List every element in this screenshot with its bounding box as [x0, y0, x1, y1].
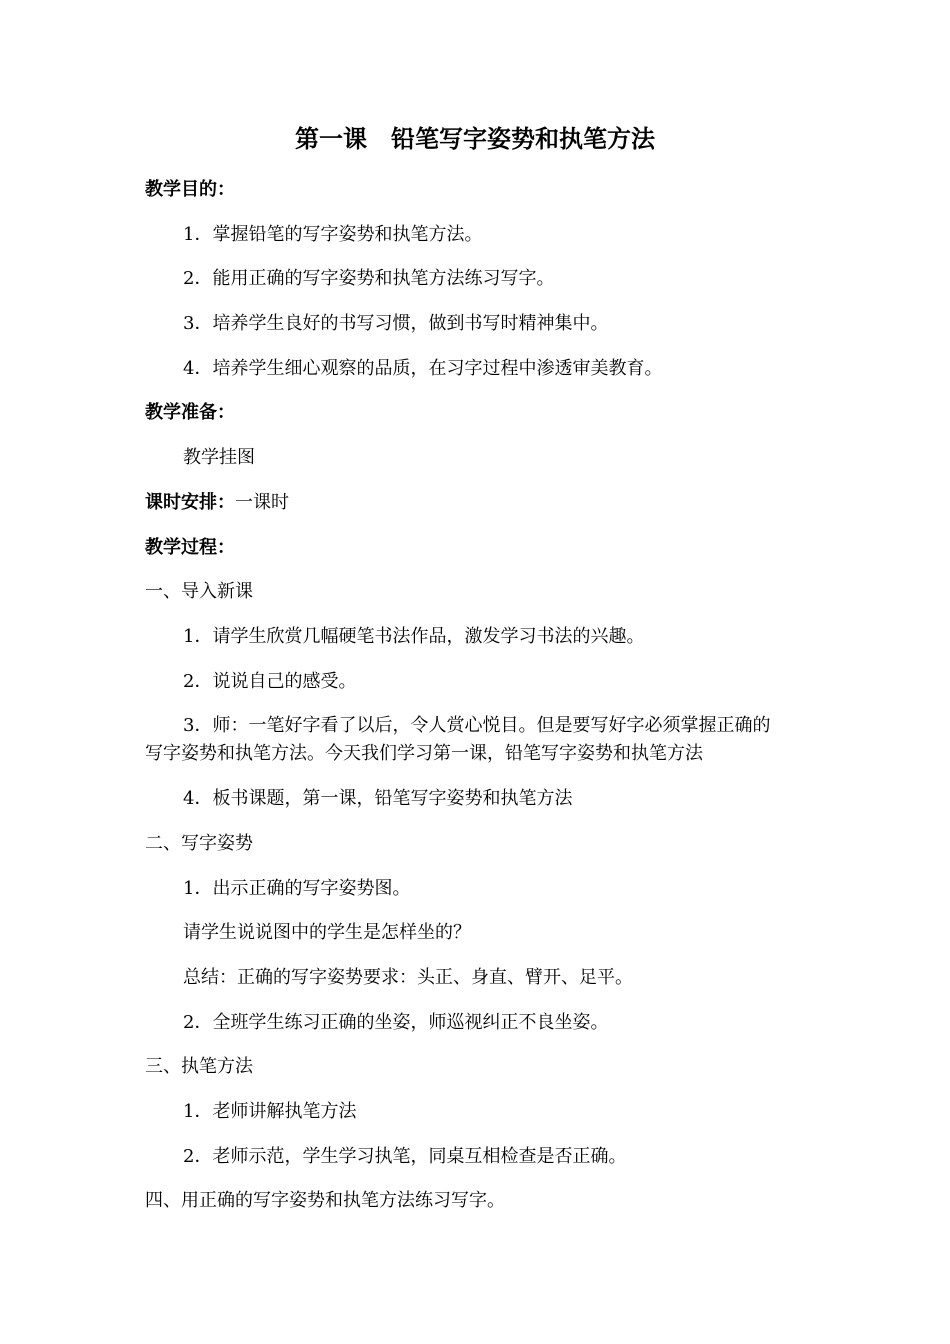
objective-item: 2．能用正确的写字姿势和执笔方法练习写字。: [183, 268, 555, 289]
page-title: 第一课 铅笔写字姿势和执笔方法: [295, 125, 655, 153]
section-item: 请学生说说图中的学生是怎样坐的？: [183, 922, 471, 943]
objectives-heading: 教学目的：: [145, 179, 235, 200]
section-title: 一、导入新课: [145, 581, 253, 602]
objective-item: 3．培养学生良好的书写习惯，做到书写时精神集中。: [183, 313, 609, 334]
process-heading: 教学过程：: [145, 537, 235, 558]
schedule-heading: 课时安排：: [145, 492, 235, 513]
section-item: 4．板书课题，第一课，铅笔写字姿势和执笔方法: [183, 788, 573, 809]
objective-item: 4．培养学生细心观察的品质，在习字过程中渗透审美教育。: [183, 358, 663, 379]
section-item: 2．说说自己的感受。: [183, 671, 357, 692]
section-item: 2．老师示范，学生学习执笔，同桌互相检查是否正确。: [183, 1146, 627, 1167]
section-item: 总结：正确的写字姿势要求：头正、身直、臂开、足平。: [183, 967, 633, 988]
preparation-heading: 教学准备：: [145, 402, 235, 423]
section-item: 1．请学生欣赏几幅硬笔书法作品，激发学习书法的兴趣。: [183, 626, 645, 647]
section-title: 三、执笔方法: [145, 1056, 253, 1077]
section-item: 1．老师讲解执笔方法: [183, 1101, 357, 1122]
section-item: 3．师：一笔好字看了以后，令人赏心悦目。但是要写好字必须掌握正确的: [183, 715, 771, 736]
schedule-value: 一课时: [235, 492, 289, 513]
objective-item: 1．掌握铅笔的写字姿势和执笔方法。: [183, 224, 483, 245]
schedule-line: [145, 490, 289, 516]
section-item: 1．出示正确的写字姿势图。: [183, 878, 411, 899]
section-title: 四、用正确的写字姿势和执笔方法练习写字。: [145, 1190, 505, 1211]
section-title: 二、写字姿势: [145, 833, 253, 854]
section-item-continuation: 写字姿势和执笔方法。今天我们学习第一课，铅笔写字姿势和执笔方法: [145, 743, 703, 764]
preparation-content: 教学挂图: [183, 447, 255, 468]
section-item: 2．全班学生练习正确的坐姿，师巡视纠正不良坐姿。: [183, 1012, 609, 1033]
